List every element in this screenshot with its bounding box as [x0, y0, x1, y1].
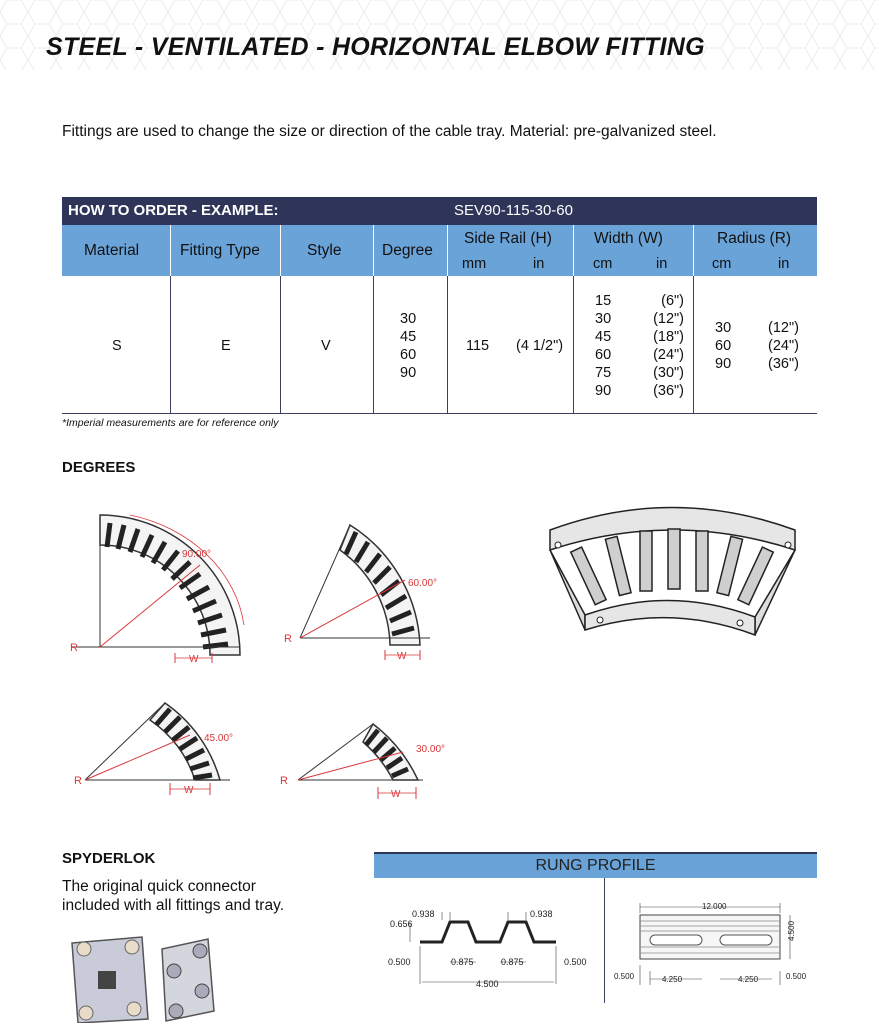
rung-profile-bar: [374, 852, 817, 878]
spyderlok-connector-image: [70, 935, 220, 1023]
radius-cm-value: 90: [715, 356, 732, 372]
header-style: Style: [307, 242, 342, 259]
dim-label: 12.000: [702, 902, 727, 911]
cell-width-cm: [595, 292, 611, 400]
radius-label: R: [280, 775, 288, 787]
column-divider: [280, 276, 281, 413]
cell-material: S: [112, 338, 122, 354]
radius-cm-value: 60: [715, 338, 732, 354]
header-divider: [447, 225, 448, 276]
width-label: W: [189, 654, 199, 665]
column-divider: [170, 276, 171, 413]
cell-side-rail-in: (4 1/2"): [516, 338, 564, 354]
rung-profile-right-diagram: [610, 895, 815, 995]
width-cm-value: 30: [595, 311, 612, 327]
order-label: HOW TO ORDER - EXAMPLE:: [68, 202, 279, 219]
width-in-value: (18"): [653, 329, 684, 345]
dim-label: 0.500: [786, 972, 807, 981]
header-in-3: in: [778, 256, 790, 272]
radius-label: R: [284, 633, 292, 645]
cell-style: V: [321, 338, 331, 354]
rung-divider: [604, 878, 605, 1003]
width-cm-value: 45: [595, 329, 612, 345]
rung-profile-left-diagram: [380, 900, 602, 1000]
header-degree: Degree: [382, 242, 433, 259]
radius-in-value: (12"): [768, 320, 799, 336]
cell-fitting-type: E: [221, 338, 231, 354]
imperial-note: *Imperial measurements are for reference only: [62, 417, 279, 429]
angle-label-30: 30.00°: [416, 744, 446, 755]
header-radius: Radius (R): [717, 230, 792, 247]
dim-label: 0.875: [501, 957, 524, 967]
radius-label: R: [74, 775, 82, 787]
degree-value: 60: [400, 347, 417, 363]
degree-value: 90: [400, 365, 417, 381]
elbow-90-diagram: [60, 505, 260, 675]
order-example: SEV90-115-30-60: [454, 202, 573, 219]
column-divider: [373, 276, 374, 413]
dim-label: 0.500: [614, 972, 635, 981]
spyderlok-line-2: included with all fittings and tray.: [62, 897, 284, 914]
header-divider: [280, 225, 281, 276]
header-divider: [573, 225, 574, 276]
rung-profile-heading: RUNG PROFILE: [535, 857, 656, 874]
header-in-2: in: [656, 256, 668, 272]
page-title: STEEL - VENTILATED - HORIZONTAL ELBOW FITTING: [46, 33, 705, 61]
width-label: W: [391, 789, 401, 800]
width-in-value: (12"): [653, 311, 684, 327]
header-cm-2: cm: [712, 256, 732, 272]
header-material: Material: [84, 242, 140, 259]
order-table-body: [62, 276, 817, 414]
spyderlok-line-1: The original quick connector: [62, 878, 256, 895]
radius-in-value: (24"): [768, 338, 799, 354]
column-divider: [693, 276, 694, 413]
dim-label: 4.250: [738, 975, 759, 984]
spyderlok-description: [62, 877, 284, 915]
dim-label: 0.656: [390, 919, 413, 929]
header-side-rail: Side Rail (H): [464, 230, 552, 247]
dim-label: 0.500: [564, 957, 587, 967]
dim-label: 4.500: [476, 979, 499, 989]
header-mm: mm: [462, 256, 487, 272]
elbow-3d-illustration: [540, 505, 805, 645]
degrees-heading: DEGREES: [62, 459, 136, 476]
header-cm-1: cm: [593, 256, 613, 272]
header-in-1: in: [533, 256, 545, 272]
order-bar: [62, 197, 817, 225]
angle-label-60: 60.00°: [408, 578, 438, 589]
spyderlok-heading: SPYDERLOK: [62, 850, 156, 867]
dim-label: 0.938: [530, 909, 553, 919]
cell-degrees: [400, 310, 416, 382]
width-cm-value: 90: [595, 383, 612, 399]
width-in-value: (36"): [653, 383, 684, 399]
angle-label-90: 90.00°: [182, 549, 212, 560]
order-table-header: [62, 225, 817, 276]
radius-cm-value: 30: [715, 320, 732, 336]
dim-label: 4.500: [787, 920, 796, 941]
width-label: W: [184, 785, 194, 796]
elbow-60-diagram: [280, 520, 450, 670]
dim-label: 0.875: [451, 957, 474, 967]
angle-label-45: 45.00°: [204, 733, 234, 744]
elbow-45-diagram: [70, 695, 240, 805]
degree-value: 45: [400, 329, 417, 345]
dim-label: 0.938: [412, 909, 435, 919]
header-fitting-type: Fitting Type: [180, 242, 260, 259]
radius-label: R: [70, 642, 78, 654]
width-cm-value: 60: [595, 347, 612, 363]
width-in-value: (30"): [653, 365, 684, 381]
column-divider: [573, 276, 574, 413]
dim-label: 0.500: [388, 957, 411, 967]
width-in-value: (6"): [661, 293, 684, 309]
width-in-value: (24"): [653, 347, 684, 363]
radius-in-value: (36"): [768, 356, 799, 372]
degree-value: 30: [400, 311, 417, 327]
intro-text: Fittings are used to change the size or direction of the cable tray. Material: pre-galvanized steel.: [62, 123, 717, 140]
column-divider: [447, 276, 448, 413]
cell-side-rail-mm: 115: [466, 338, 490, 354]
width-label: W: [397, 651, 407, 662]
width-cm-value: 15: [595, 293, 612, 309]
dim-label: 4.250: [662, 975, 683, 984]
cell-radius-cm: [715, 319, 731, 373]
header-divider: [170, 225, 171, 276]
elbow-30-diagram: [278, 712, 453, 807]
cell-width-in: [646, 292, 684, 400]
cell-radius-in: [768, 319, 799, 373]
header-width: Width (W): [594, 230, 663, 247]
header-divider: [693, 225, 694, 276]
width-cm-value: 75: [595, 365, 612, 381]
header-divider: [373, 225, 374, 276]
